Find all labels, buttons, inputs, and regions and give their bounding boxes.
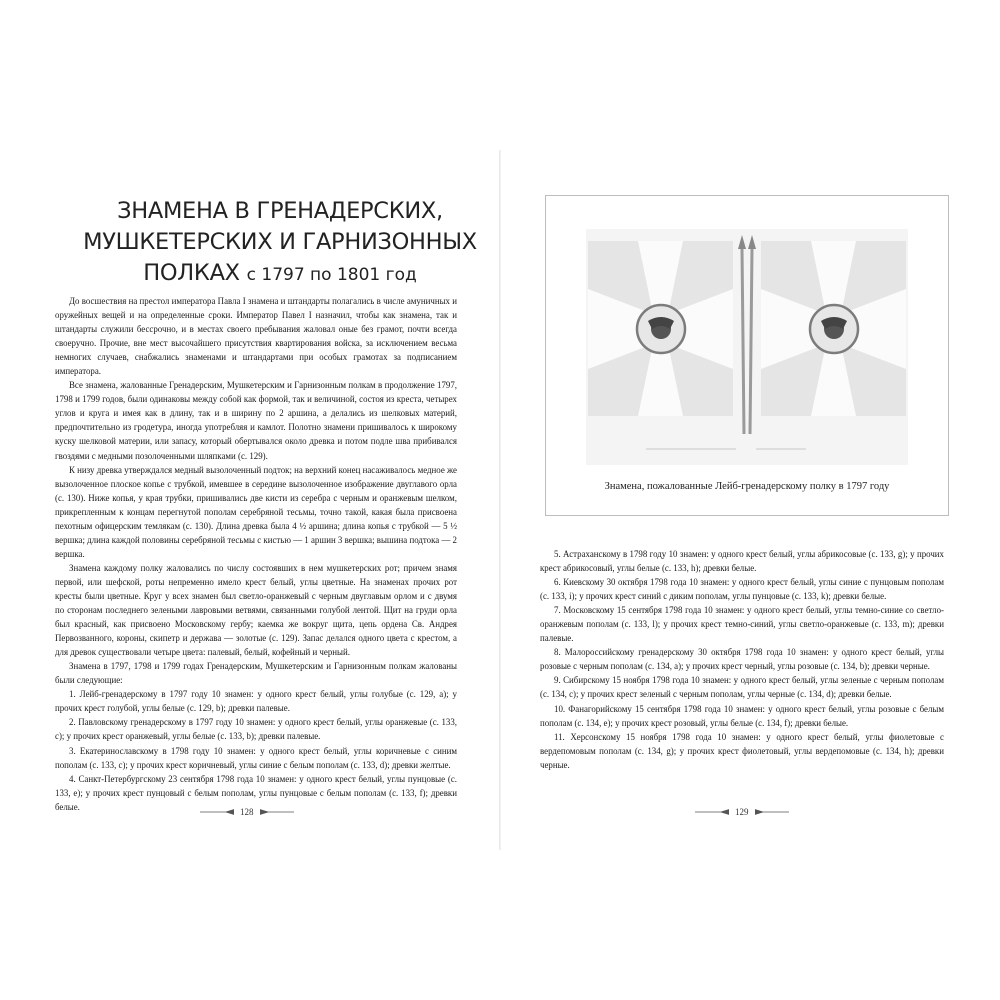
- list-item: 3. Екатеринославскому в 1798 году 10 знамен: у одного крест белый, углы коричневые с синим пополам (с. 133, c); у прочих крест коричневый, углы синие с белым пополам (с. 133, d); древки желтые.: [55, 745, 457, 770]
- title-line-1: ЗНАМЕНА В ГРЕНАДЕРСКИХ,: [117, 198, 443, 224]
- list-item: 7. Московскому 15 сентября 1798 года 10 знамен: у одного крест белый, углы темно-синие со светло-оранжевым пополам (с. 133, l); у прочих крест темно-синий, углы светло-оранжевые (с. 133, m); древки палевые.: [540, 605, 944, 644]
- page-number-text: 129: [735, 807, 749, 817]
- right-flag: [761, 241, 906, 416]
- list-item: 6. Киевскому 30 октября 1798 года 10 знамен: у одного крест белый, углы синие с пунцовым пополам (с. 133, i); у прочих крест синий с диким пополам, углы пунцовые (с. 133, k); древки белые.: [540, 577, 944, 602]
- left-page-body: [55, 294, 457, 814]
- flags-image: [586, 229, 908, 465]
- list-item: 1. Лейб-гренадерскому в 1797 году 10 знамен: у одного крест белый, углы голубые (с. 129, a); у прочих крест голубой, углы белые (с. 129, b); древки палевые.: [55, 689, 457, 714]
- chapter-title: [80, 196, 480, 291]
- list-item: 4. Санкт-Петербургскому 23 сентября 1798 года 10 знамен: у одного крест белый, углы пунцовые (с. 133, e); у прочих крест пунцовый с белым пополам, углы пунцовые с белым пополам (с. 133, f); древки белые.: [55, 773, 457, 812]
- list-item: 9. Сибирскому 15 ноября 1798 года 10 знамен: у одного крест белый, углы зеленые с черным пополам (с. 134, c); у прочих крест зеленый с черным пополам, углы черные (с. 134, d); древки белые.: [540, 675, 944, 700]
- paragraph: Знамена каждому полку жаловались по числу состоявших в нем мушкетерских рот; причем знамя первой, или шефской, роты непременно имело крест белый, углы цветные. На знаменах прочих рот кресты были цветные. Круг у всех знамен был светло-оранжевый с черным двуглавым орлом и с двумя по сторонам последнего зелеными лавровыми ветвями, связанными голубой лентой. Щит на груди орла был красный, как присвоено Московскому гербу; каемка же вокруг щита, цепь ордена Св. Андрея Первозванного, короны, скипетр и держава — золотые (с. 129). Запас делался одного цвета с крестом, а для древок существовали четыре цвета: палевый, белый, кофейный и черный.: [55, 562, 457, 658]
- page-number-text: 128: [240, 807, 254, 817]
- paragraph: Знамена в 1797, 1798 и 1799 годах Гренадерским, Мушкетерским и Гарнизонным полкам жалованы были следующие:: [55, 661, 457, 686]
- list-item: 10. Фанагорийскому 15 сентября 1798 года 10 знамен: у одного крест белый, углы розовые с белым пополам (с. 134, e); у прочих крест розовый, углы белые (с. 134, f); древки белые.: [540, 703, 944, 728]
- flag-illustration: [586, 229, 908, 465]
- book-gutter: [499, 150, 501, 850]
- list-item: 8. Малороссийскому гренадерскому 30 октября 1798 года 10 знамен: у одного крест белый, углы розовые с черным пополам (с. 134, a); у прочих крест черный, углы розовые (с. 134, b); древки черные.: [540, 647, 944, 672]
- page-number-left: [200, 807, 294, 817]
- title-line-3: ПОЛКАХ: [143, 260, 240, 286]
- figure-caption: Знамена, пожалованные Лейб-гренадерскому полку в 1797 году: [604, 481, 890, 492]
- list-item: 5. Астраханскому в 1798 году 10 знамен: у одного крест белый, углы абрикосовые (с. 133, g); у прочих крест абрикосовый, углы белые (с. 133, h); древки белые.: [540, 549, 944, 574]
- page-number-right: [695, 807, 789, 817]
- right-page-body: [540, 547, 944, 772]
- ornament-icon: [260, 809, 294, 815]
- paragraph: К низу древка утверждался медный вызолоченный подток; на верхний конец насаживалось медное же вызолоченное плоское копье с трубкой, имевшее в середине вызолоченное изображение двуглавого орла (с. 130). Ниже копья, у края трубки, пришивались две кисти из серебра с черным и оранжевым шелком, прикрепленным к концам перегнутой пополам серебряной тесьмы, точно такой, какая была присвоена пехотным офицерским темлякам (с. 130). Длина древка была 4 ½ аршина; длина копья с трубкой — 5 ½ вершка; длина каждой половины серебряной тесьмы с кистью — 1 аршин 3 вершка; вышина подтока — 2 вершка.: [55, 464, 457, 559]
- list-item: 11. Херсонскому 15 ноября 1798 года 10 знамен: у одного крест белый, углы фиолетовые с вердепомовым пополам (с. 134, g); у прочих крест фиолетовый, углы вердепомовые (с. 134, h); древки черные.: [540, 731, 944, 770]
- figure-frame: [545, 195, 949, 516]
- title-line-2: МУШКЕТЕРСКИХ И ГАРНИЗОННЫХ: [83, 229, 477, 255]
- list-item: 2. Павловскому гренадерскому в 1797 году 10 знамен: у одного крест белый, углы оранжевые (с. 133, c); у прочих крест оранжевый, углы белые (с. 133, b); древки палевые.: [55, 717, 457, 742]
- ornament-icon: [755, 809, 789, 815]
- left-flag: [588, 241, 733, 416]
- ornament-icon: [200, 809, 234, 815]
- title-years: с 1797 по 1801 год: [246, 265, 417, 285]
- ornament-icon: [695, 809, 729, 815]
- paragraph: Все знамена, жалованные Гренадерским, Мушкетерским и Гарнизонным полкам в продолжение 1797, 1798 и 1799 годов, были одинаковы между собой как формой, так и величиной, состоя из креста, четырех углов и круга и имея как в длину, так и в ширину по 2 аршина, а делались из шелковых материй, предпочтительно из гродетура, иногда употребляя и камлот. Полотно знамени пришивалось к широкому куску шелковой материи, или запасу, который обертывался около древка и потом подле шва прибивался гвоздями с медными позолоченными шляпками (с. 129).: [55, 380, 457, 461]
- paragraph: До восшествия на престол императора Павла I знамена и штандарты полагались в числе амуничных и оружейных вещей и на определенные сроки. Император Павел I назначил, чтобы как знамена, так и штандарты служили бессрочно, и в местах своего пребывания жаловал оные без грамот, почти всегда своеручно. Прочие, вне мест высочайшего присутствия квартирования войска, за исключением весьма немногих случаев, снабжались знаменами и штандартами при особых грамотах за подписанием императора.: [55, 296, 457, 377]
